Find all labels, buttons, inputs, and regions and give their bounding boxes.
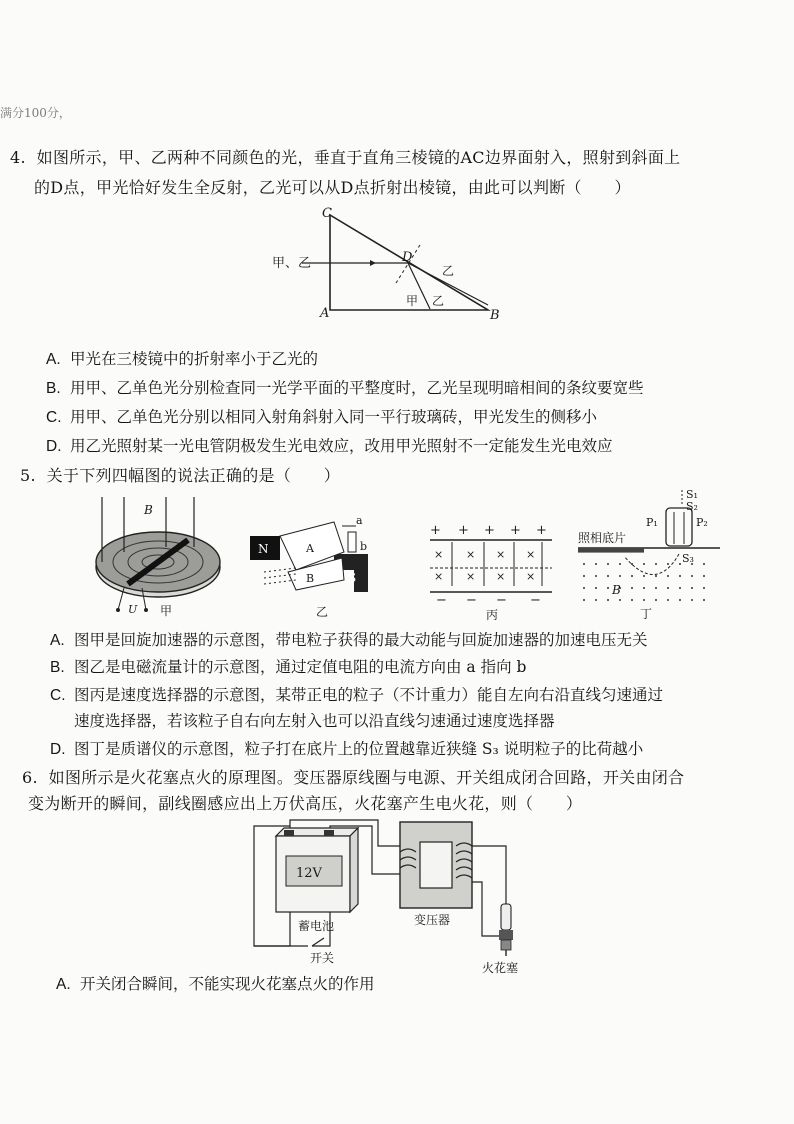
label-jia: 甲: [406, 294, 419, 308]
q5-option-c: C. 图丙是速度选择器的示意图，某带正电的粒子（不计重力）能自左向右沿直线匀速通过: [50, 686, 664, 704]
q5-option-a: A. 图甲是回旋加速器的示意图，带电粒子获得的最大动能与回旋加速器的加速电压无关: [50, 631, 648, 649]
battery-label: 蓄电池: [298, 919, 335, 933]
svg-text:+: +: [458, 523, 469, 538]
svg-text:×: ×: [526, 548, 536, 561]
svg-text:+: +: [536, 523, 547, 538]
yi-label-b: b: [360, 540, 368, 553]
jia-label-B: B: [144, 503, 153, 517]
q6-stem-line1: [22, 765, 684, 788]
yi-label-S: S: [348, 571, 357, 585]
q4-option-b: B. 用甲、乙单色光分别检查同一光学平面的平整度时，乙光呈现明暗相间的条纹要宽些: [46, 379, 644, 397]
svg-text:+: +: [484, 523, 495, 538]
q5-number: 5.: [20, 466, 36, 485]
svg-text:+: +: [430, 523, 441, 538]
transformer-label: 变压器: [414, 913, 451, 927]
svg-text:−: −: [530, 593, 541, 608]
header-cut-text: 满分100分，: [0, 106, 71, 120]
ding-label-S2: S₂: [686, 500, 698, 513]
label-out-yi: 乙: [442, 264, 455, 278]
yi-label-a: a: [356, 514, 363, 527]
ding-label-film: 照相底片: [578, 531, 627, 545]
q4-stem-line2: 的D点，甲光恰好发生全反射，乙光可以从D点折射出棱镜，由此可以判断（ ）: [34, 178, 631, 197]
label-B: B: [490, 308, 500, 323]
ding-label-P1: P₁: [646, 516, 658, 529]
q5-figure-bing: [426, 520, 556, 622]
q6-option-a: A. 开关闭合瞬间，不能实现火花塞点火的作用: [56, 975, 375, 993]
ding-caption: 丁: [640, 607, 653, 621]
label-incident: 甲、乙: [272, 256, 312, 271]
q5-figure-jia: [88, 492, 228, 620]
q6-stem-text-1: 如图所示是火花塞点火的原理图。变压器原线圈与电源、开关组成闭合回路，开关由闭合: [48, 768, 685, 787]
q4-number: 4.: [10, 148, 26, 167]
svg-text:−: −: [436, 593, 447, 608]
spark-plug-icon: [501, 904, 511, 930]
incident-arrow-icon: [370, 260, 376, 266]
q4-option-a: A. 甲光在三棱镜中的折射率小于乙光的: [46, 350, 319, 368]
label-C: C: [322, 206, 332, 221]
label-yi: 乙: [432, 294, 445, 308]
svg-text:×: ×: [526, 570, 536, 583]
ding-label-P2: P₂: [696, 516, 708, 529]
q4-stem-text-1: 如图所示，甲、乙两种不同颜色的光，垂直于直角三棱镜的AC边界面射入，照射到斜面上: [36, 148, 681, 167]
q5-option-c-cont: 速度选择器，若该粒子自右向左射入也可以沿直线匀速通过速度选择器: [74, 712, 555, 730]
svg-text:×: ×: [466, 570, 476, 583]
q6-stem-line2: 变为断开的瞬间，副线圈感应出上万伏高压，火花塞产生电火花，则（ ）: [28, 794, 583, 813]
svg-text:−: −: [496, 593, 507, 608]
svg-text:×: ×: [496, 548, 506, 561]
q5-figure-ding: [574, 486, 724, 622]
yi-label-N: N: [258, 542, 269, 556]
q5-option-d: D. 图丁是质谱仪的示意图，粒子打在底片上的位置越靠近狭缝 S₃ 说明粒子的比荷越小: [50, 740, 644, 758]
q5-stem: [20, 463, 340, 486]
ding-label-S1: S₁: [686, 488, 698, 501]
q4-option-d: D. 用乙光照射某一光电管阴极发生光电效应，改用甲光照射不一定能发生光电效应: [46, 437, 613, 455]
svg-text:×: ×: [434, 570, 444, 583]
q5-option-b: B. 图乙是电磁流量计的示意图，通过定值电阻的电流方向由 a 指向 b: [50, 658, 527, 676]
ding-label-B: B: [612, 583, 621, 597]
jia-label-U: U: [128, 603, 138, 616]
q6-number: 6.: [22, 768, 38, 787]
q4-stem-line1: [10, 145, 680, 168]
q4-option-c: C. 用甲、乙单色光分别以相同入射角斜射入同一平行玻璃砖，甲光发生的侧移小: [46, 408, 598, 426]
battery-voltage: 12V: [296, 866, 322, 881]
svg-text:−: −: [466, 593, 477, 608]
svg-text:×: ×: [466, 548, 476, 561]
svg-text:×: ×: [496, 570, 506, 583]
q5-figure-yi: [244, 512, 384, 622]
label-A: A: [320, 306, 330, 321]
yi-label-Bp: B: [306, 572, 315, 585]
spark-plug-label: 火花塞: [482, 961, 519, 974]
q4-prism-figure: [270, 205, 510, 325]
jia-caption: 甲: [160, 604, 173, 618]
q6-circuit-figure: [250, 816, 550, 974]
yi-caption: 乙: [316, 605, 329, 619]
q5-stem-text: 关于下列四幅图的说法正确的是（ ）: [46, 466, 341, 485]
label-D: D: [402, 250, 413, 265]
ding-label-S3: S₃: [682, 552, 694, 565]
yi-label-A: A: [306, 542, 314, 555]
switch-label: 开关: [310, 951, 335, 965]
svg-text:×: ×: [434, 548, 444, 561]
bing-caption: 丙: [486, 608, 499, 622]
svg-text:+: +: [510, 523, 521, 538]
